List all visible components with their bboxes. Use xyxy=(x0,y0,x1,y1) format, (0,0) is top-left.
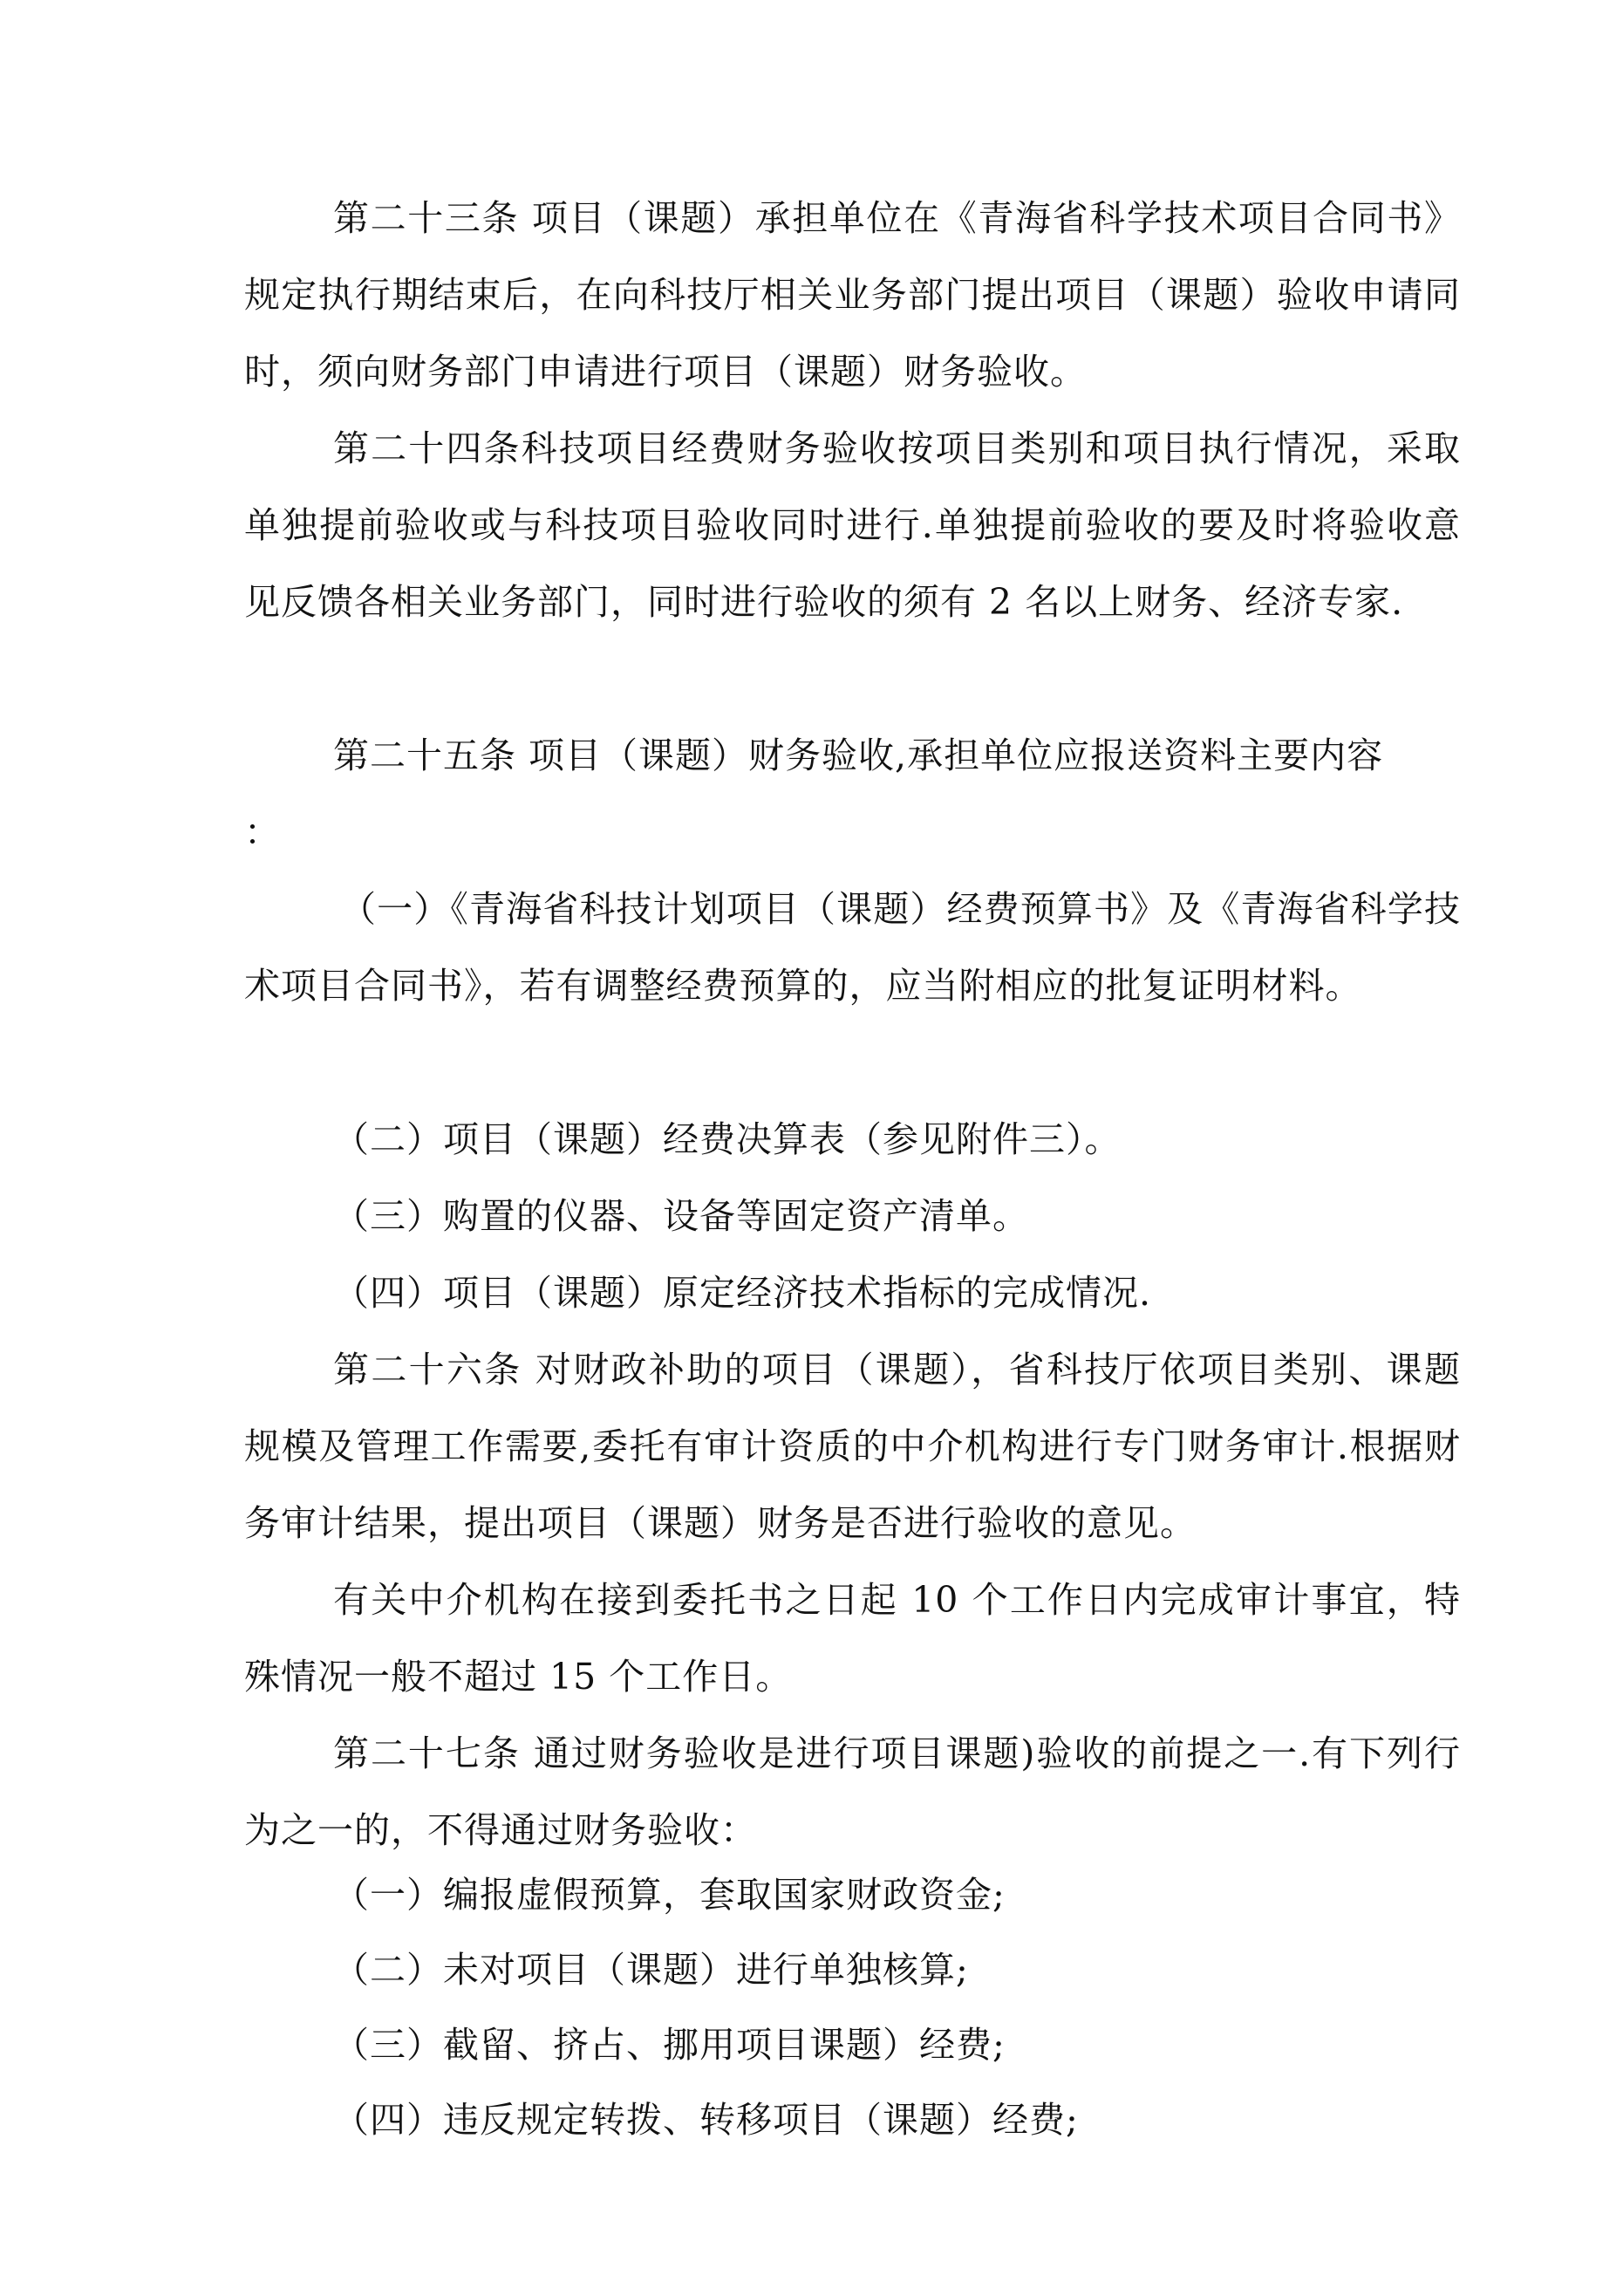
article-27-item-1: （一）编报虚假预算，套取国家财政资金; xyxy=(333,1874,1006,1916)
article-26-followup-paragraph: 有关中介机构在接到委托书之日起 10 个工作日内完成审计事宜，特殊情况一般不超过 15 个工作日。 xyxy=(244,1579,1461,1698)
article-24-paragraph: 第二十四条科技项目经费财务验收按项目类别和项目执行情况，采取单独提前验收或与科技项目验收同时进行.单独提前验收的要及时将验收意见反馈各相关业务部门，同时进行验收的须有 2 名以上财务、经济专家. xyxy=(244,427,1461,623)
article-27-item-4: （四）违反规定转拨、转移项目（课题）经费; xyxy=(333,2099,1079,2141)
article-25-colon: ： xyxy=(244,811,281,853)
article-26-paragraph: 第二十六条 对财政补助的项目（课题），省科技厅依项目类别、课题规模及管理工作需要,委托有审计资质的中介机构进行专门财务审计.根据财务审计结果，提出项目（课题）财务是否进行验收的意见。 xyxy=(244,1349,1461,1544)
article-27-item-3: （三）截留、挤占、挪用项目课题）经费; xyxy=(333,2024,1006,2066)
article-25-item-1: （一）《青海省科技计划项目（课题）经费预算书》及《青海省科学技术项目合同书》，若有调整经费预算的，应当附相应的批复证明材料。 xyxy=(244,888,1461,1007)
article-27-paragraph: 第二十七条 通过财务验收是进行项目课题)验收的前提之一.有下列行为之一的，不得通过财务验收： xyxy=(244,1732,1461,1851)
article-25-item-2: （二）项目（课题）经费决算表（参见附件三）。 xyxy=(333,1118,1122,1160)
article-23-paragraph: 第二十三条 项目（课题）承担单位在《青海省科学技术项目合同书》规定执行期结束后，在向科技厅相关业务部门提出项目（课题）验收申请同时，须向财务部门申请进行项目（课题）财务验收。 xyxy=(244,197,1461,393)
article-25-item-3: （三）购置的仪器、设备等固定资产清单。 xyxy=(333,1195,1029,1237)
article-25-item-4: （四）项目（课题）原定经济技术指标的完成情况. xyxy=(333,1272,1152,1314)
article-25-paragraph: 第二十五条 项目（课题）财务验收,承担单位应报送资料主要内容 xyxy=(333,735,1384,776)
article-27-item-2: （二）未对项目（课题）进行单独核算; xyxy=(333,1949,969,1991)
